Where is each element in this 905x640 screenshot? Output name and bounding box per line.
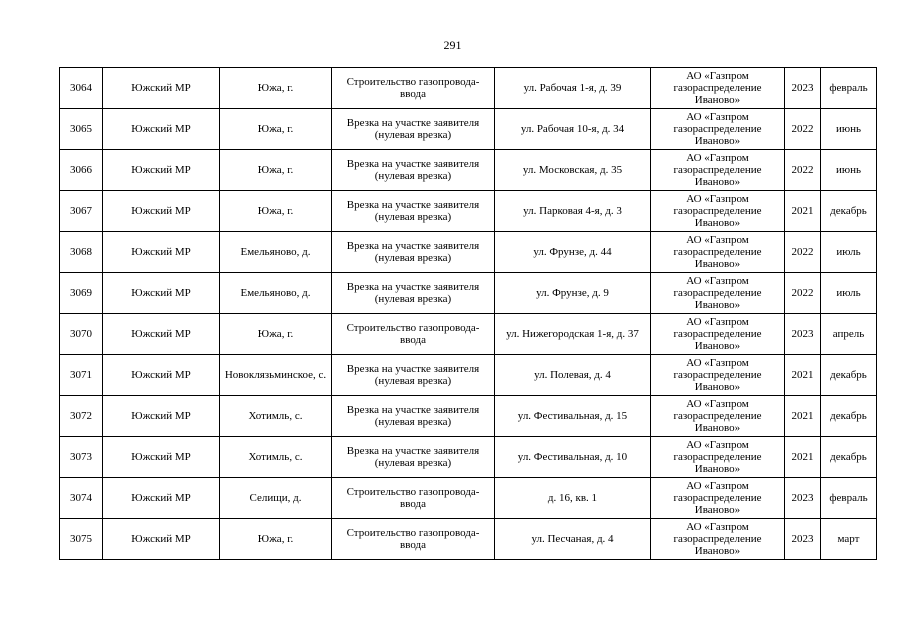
cell-year: 2021 <box>785 437 821 478</box>
table-row <box>60 68 877 109</box>
table-row <box>60 519 877 560</box>
cell-row-number: 3071 <box>60 355 103 396</box>
cell-district: Южский МР <box>103 273 220 314</box>
cell-work-type: Строительство газопровода-ввода <box>332 478 495 519</box>
cell-organization: АО «Газпром газораспределение Иваново» <box>651 109 785 150</box>
cell-year: 2021 <box>785 191 821 232</box>
cell-locality: Южа, г. <box>220 519 332 560</box>
cell-district: Южский МР <box>103 232 220 273</box>
cell-organization: АО «Газпром газораспределение Иваново» <box>651 273 785 314</box>
table-row <box>60 355 877 396</box>
cell-month: апрель <box>821 314 877 355</box>
cell-work-type: Врезка на участке заявителя (нулевая врезка) <box>332 150 495 191</box>
cell-year: 2023 <box>785 478 821 519</box>
cell-work-type: Врезка на участке заявителя (нулевая врезка) <box>332 396 495 437</box>
cell-address: ул. Фестивальная, д. 10 <box>495 437 651 478</box>
cell-organization: АО «Газпром газораспределение Иваново» <box>651 232 785 273</box>
cell-district: Южский МР <box>103 396 220 437</box>
table-row <box>60 396 877 437</box>
cell-month: февраль <box>821 478 877 519</box>
table-row <box>60 109 877 150</box>
table-row <box>60 478 877 519</box>
cell-organization: АО «Газпром газораспределение Иваново» <box>651 437 785 478</box>
cell-address: ул. Московская, д. 35 <box>495 150 651 191</box>
cell-year: 2023 <box>785 314 821 355</box>
cell-month: декабрь <box>821 437 877 478</box>
cell-month: март <box>821 519 877 560</box>
cell-district: Южский МР <box>103 437 220 478</box>
cell-row-number: 3066 <box>60 150 103 191</box>
cell-locality: Новоклязьминское, с. <box>220 355 332 396</box>
cell-year: 2023 <box>785 68 821 109</box>
cell-work-type: Строительство газопровода-ввода <box>332 68 495 109</box>
cell-year: 2021 <box>785 355 821 396</box>
table-row <box>60 232 877 273</box>
cell-locality: Южа, г. <box>220 68 332 109</box>
table-row <box>60 437 877 478</box>
table-row <box>60 150 877 191</box>
cell-locality: Южа, г. <box>220 109 332 150</box>
cell-row-number: 3073 <box>60 437 103 478</box>
cell-address: ул. Рабочая 10-я, д. 34 <box>495 109 651 150</box>
cell-row-number: 3069 <box>60 273 103 314</box>
cell-address: ул. Рабочая 1-я, д. 39 <box>495 68 651 109</box>
cell-district: Южский МР <box>103 314 220 355</box>
table-row <box>60 191 877 232</box>
cell-year: 2022 <box>785 150 821 191</box>
cell-row-number: 3065 <box>60 109 103 150</box>
cell-organization: АО «Газпром газораспределение Иваново» <box>651 478 785 519</box>
cell-row-number: 3067 <box>60 191 103 232</box>
cell-year: 2022 <box>785 273 821 314</box>
cell-year: 2022 <box>785 232 821 273</box>
cell-address: ул. Полевая, д. 4 <box>495 355 651 396</box>
cell-district: Южский МР <box>103 109 220 150</box>
cell-year: 2022 <box>785 109 821 150</box>
cell-district: Южский МР <box>103 355 220 396</box>
cell-row-number: 3074 <box>60 478 103 519</box>
cell-row-number: 3064 <box>60 68 103 109</box>
cell-work-type: Врезка на участке заявителя (нулевая врезка) <box>332 355 495 396</box>
cell-district: Южский МР <box>103 68 220 109</box>
cell-work-type: Врезка на участке заявителя (нулевая врезка) <box>332 232 495 273</box>
cell-locality: Южа, г. <box>220 314 332 355</box>
cell-work-type: Строительство газопровода-ввода <box>332 519 495 560</box>
cell-address: ул. Фестивальная, д. 15 <box>495 396 651 437</box>
cell-work-type: Врезка на участке заявителя (нулевая врезка) <box>332 109 495 150</box>
cell-row-number: 3075 <box>60 519 103 560</box>
cell-locality: Южа, г. <box>220 150 332 191</box>
cell-organization: АО «Газпром газораспределение Иваново» <box>651 191 785 232</box>
cell-organization: АО «Газпром газораспределение Иваново» <box>651 314 785 355</box>
cell-month: декабрь <box>821 191 877 232</box>
cell-year: 2023 <box>785 519 821 560</box>
cell-organization: АО «Газпром газораспределение Иваново» <box>651 396 785 437</box>
table-row <box>60 314 877 355</box>
cell-locality: Селищи, д. <box>220 478 332 519</box>
page-number: 291 <box>443 38 462 52</box>
cell-month: июнь <box>821 109 877 150</box>
table-row <box>60 273 877 314</box>
cell-month: декабрь <box>821 355 877 396</box>
cell-work-type: Врезка на участке заявителя (нулевая врезка) <box>332 437 495 478</box>
table-body <box>60 68 877 560</box>
cell-month: декабрь <box>821 396 877 437</box>
cell-month: июль <box>821 232 877 273</box>
cell-address: д. 16, кв. 1 <box>495 478 651 519</box>
cell-address: ул. Песчаная, д. 4 <box>495 519 651 560</box>
cell-work-type: Строительство газопровода-ввода <box>332 314 495 355</box>
cell-organization: АО «Газпром газораспределение Иваново» <box>651 68 785 109</box>
cell-organization: АО «Газпром газораспределение Иваново» <box>651 150 785 191</box>
cell-address: ул. Фрунзе, д. 44 <box>495 232 651 273</box>
cell-locality: Хотимль, с. <box>220 396 332 437</box>
cell-row-number: 3070 <box>60 314 103 355</box>
cell-row-number: 3068 <box>60 232 103 273</box>
cell-month: июль <box>821 273 877 314</box>
cell-work-type: Врезка на участке заявителя (нулевая врезка) <box>332 273 495 314</box>
cell-year: 2021 <box>785 396 821 437</box>
cell-locality: Хотимль, с. <box>220 437 332 478</box>
cell-organization: АО «Газпром газораспределение Иваново» <box>651 519 785 560</box>
cell-work-type: Врезка на участке заявителя (нулевая врезка) <box>332 191 495 232</box>
cell-district: Южский МР <box>103 478 220 519</box>
cell-month: июнь <box>821 150 877 191</box>
cell-address: ул. Парковая 4-я, д. 3 <box>495 191 651 232</box>
cell-district: Южский МР <box>103 150 220 191</box>
cell-district: Южский МР <box>103 519 220 560</box>
cell-locality: Южа, г. <box>220 191 332 232</box>
cell-organization: АО «Газпром газораспределение Иваново» <box>651 355 785 396</box>
cell-locality: Емельяново, д. <box>220 273 332 314</box>
cell-locality: Емельяново, д. <box>220 232 332 273</box>
cell-address: ул. Нижегородская 1-я, д. 37 <box>495 314 651 355</box>
cell-month: февраль <box>821 68 877 109</box>
gas-connection-table <box>59 67 877 560</box>
cell-address: ул. Фрунзе, д. 9 <box>495 273 651 314</box>
cell-district: Южский МР <box>103 191 220 232</box>
cell-row-number: 3072 <box>60 396 103 437</box>
